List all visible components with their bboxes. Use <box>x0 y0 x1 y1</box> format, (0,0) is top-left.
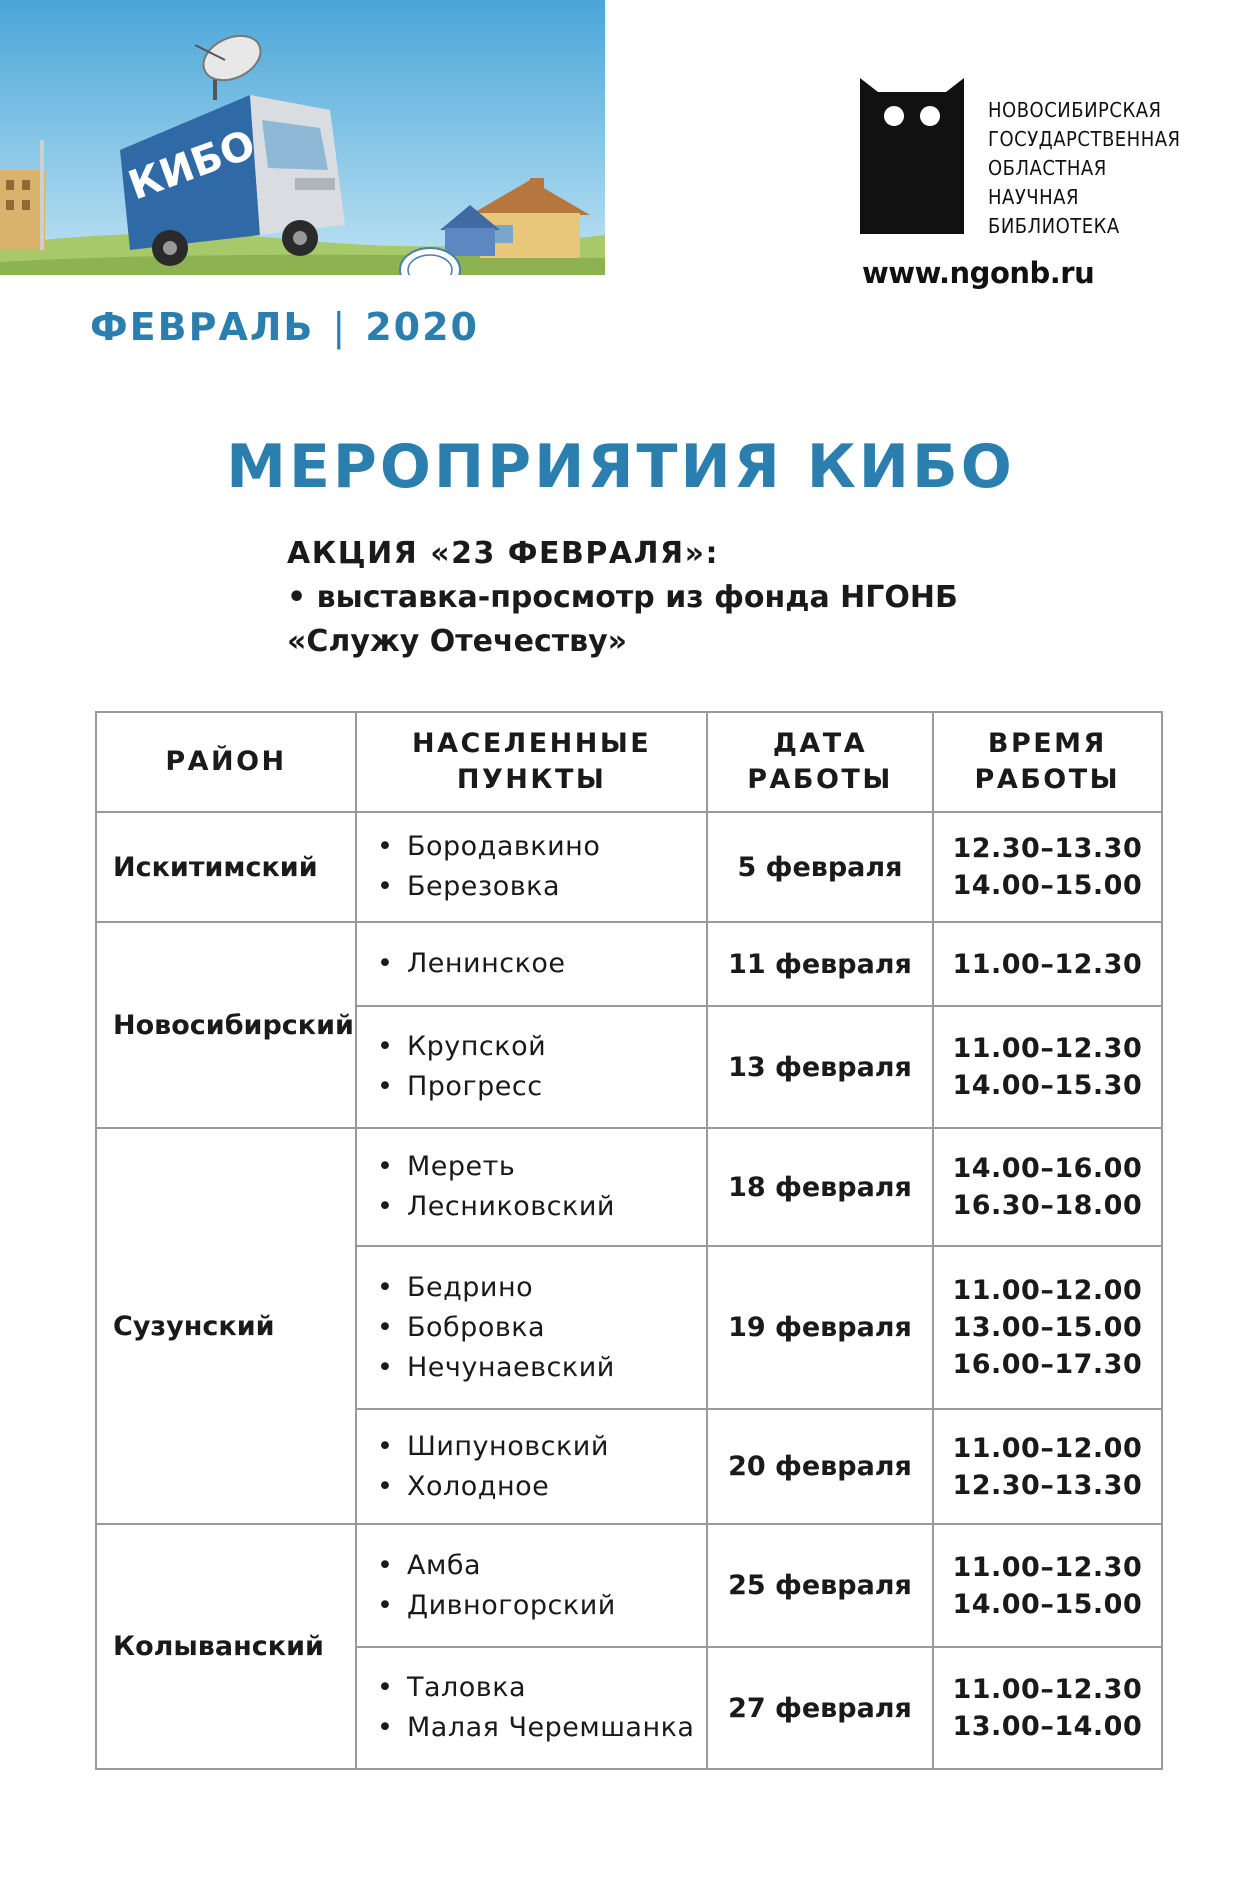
place-item: • Лесниковский <box>377 1187 705 1227</box>
table-row <box>96 812 1162 922</box>
place-item: • Амба <box>377 1546 705 1586</box>
date-cell: 20 февраля <box>707 1409 932 1524</box>
place-item: • Холодное <box>377 1467 705 1507</box>
month-label: ФЕВРАЛЬ <box>90 305 315 349</box>
date-cell: 5 февраля <box>707 812 932 922</box>
place-item: • Таловка <box>377 1668 705 1708</box>
places-cell <box>356 1647 707 1769</box>
date-cell: 13 февраля <box>707 1006 932 1128</box>
place-item: • Дивногорский <box>377 1586 705 1626</box>
place-item: • Малая Черемшанка <box>377 1708 705 1748</box>
place-item: • Бородавкино <box>377 827 705 867</box>
kibo-van-illustration <box>0 0 605 275</box>
table-row <box>96 1128 1162 1246</box>
place-item: • Нечунаевский <box>377 1348 705 1388</box>
time-cell: 12.30–13.30 14.00–15.00 <box>933 812 1162 922</box>
separator: | <box>332 305 348 349</box>
table-row <box>96 1524 1162 1647</box>
places-cell <box>356 1006 707 1128</box>
header-date: ДАТА РАБОТЫ <box>707 712 932 812</box>
library-name-line: ГОСУДАРСТВЕННАЯ <box>988 127 1181 151</box>
library-name <box>988 96 1181 241</box>
place-item: • Бобровка <box>377 1308 705 1348</box>
date-cell: 27 февраля <box>707 1647 932 1769</box>
place-item: • Шипуновский <box>377 1427 705 1467</box>
district-cell: Новосибирский <box>96 922 356 1128</box>
library-name-line: НОВОСИБИРСКАЯ <box>988 98 1162 122</box>
promo-line: «Служу Отечеству» <box>287 624 628 659</box>
place-item: • Ленинское <box>377 944 705 984</box>
table-row <box>96 922 1162 1006</box>
places-cell <box>356 1128 707 1246</box>
place-item: • Крупской <box>377 1027 705 1067</box>
place-item: • Прогресс <box>377 1067 705 1107</box>
place-item: • Березовка <box>377 867 705 907</box>
header-district: РАЙОН <box>96 712 356 812</box>
library-name-line: ОБЛАСТНАЯ <box>988 156 1107 180</box>
place-item: • Мереть <box>377 1147 705 1187</box>
date-cell: 11 февраля <box>707 922 932 1006</box>
schedule-table <box>95 711 1163 1770</box>
time-cell: 11.00–12.00 12.30–13.30 <box>933 1409 1162 1524</box>
header-places: НАСЕЛЕННЫЕ ПУНКТЫ <box>356 712 707 812</box>
time-cell: 11.00–12.00 13.00–15.00 16.00–17.30 <box>933 1246 1162 1409</box>
promo-action-heading: АКЦИЯ «23 ФЕВРАЛЯ»: <box>287 536 720 571</box>
page-title: МЕРОПРИЯТИЯ КИБО <box>226 432 1015 502</box>
library-name-line: НАУЧНАЯ <box>988 185 1079 209</box>
time-cell: 11.00–12.30 14.00–15.00 <box>933 1524 1162 1647</box>
time-cell: 11.00–12.30 <box>933 922 1162 1006</box>
year-label: 2020 <box>365 305 479 349</box>
places-cell <box>356 1246 707 1409</box>
library-website-link[interactable]: www.ngonb.ru <box>862 256 1095 290</box>
time-cell: 14.00–16.00 16.30–18.00 <box>933 1128 1162 1246</box>
table-header-row <box>96 712 1162 812</box>
promo-block <box>287 532 958 664</box>
promo-line: • выставка-просмотр из фонда НГОНБ <box>287 580 958 615</box>
district-cell: Сузунский <box>96 1128 356 1524</box>
district-cell: Колыванский <box>96 1524 356 1769</box>
date-cell: 25 февраля <box>707 1524 932 1647</box>
district-cell: Искитимский <box>96 812 356 922</box>
header-time: ВРЕМЯ РАБОТЫ <box>933 712 1162 812</box>
places-cell <box>356 1524 707 1647</box>
owl-logo-icon <box>860 78 964 234</box>
places-cell <box>356 922 707 1006</box>
issue-month-year <box>90 305 479 349</box>
date-cell: 19 февраля <box>707 1246 932 1409</box>
places-cell <box>356 812 707 922</box>
banner-kibo-lettering: КИБО <box>122 121 262 210</box>
places-cell <box>356 1409 707 1524</box>
time-cell: 11.00–12.30 14.00–15.30 <box>933 1006 1162 1128</box>
library-name-line: БИБЛИОТЕКА <box>988 214 1120 238</box>
time-cell: 11.00–12.30 13.00–14.00 <box>933 1647 1162 1769</box>
library-logo <box>860 78 1181 238</box>
date-cell: 18 февраля <box>707 1128 932 1246</box>
place-item: • Бедрино <box>377 1268 705 1308</box>
